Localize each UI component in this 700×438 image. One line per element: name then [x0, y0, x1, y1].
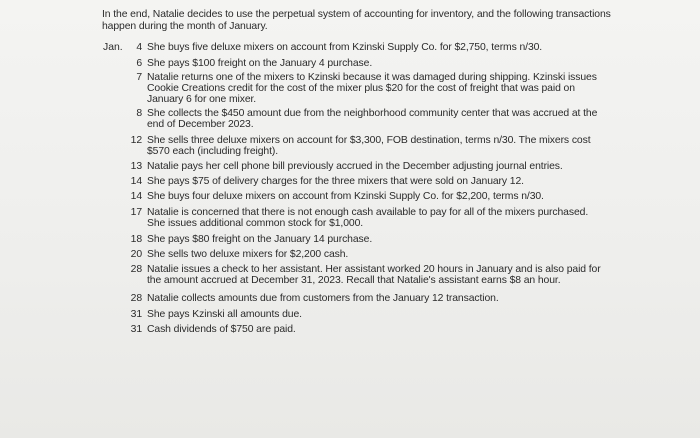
transaction-text: She buys five deluxe mixers on account from Kzinski Supply Co. for $2,750, terms n/30. — [147, 42, 543, 53]
transaction-text: Natalie is concerned that there is not enough cash available to pay for all of the mixers purchased. She issues additional common stock for $1,000. — [147, 207, 589, 229]
transaction-day: 17 — [130, 207, 142, 218]
intro-paragraph: In the end, Natalie decides to use the perpetual system of accounting for inventory, and the following transactions happen during the month of January. — [102, 9, 611, 32]
transaction-day: 31 — [130, 309, 142, 320]
transaction-text: Cash dividends of $750 are paid. — [147, 324, 296, 335]
transaction-day: 14 — [130, 176, 142, 187]
transaction-text: She sells three deluxe mixers on account for $3,300, FOB destination, terms n/30. The mixers cost $570 each (including freight). — [147, 135, 591, 157]
transaction-item — [123, 108, 603, 130]
transaction-item — [123, 191, 603, 202]
transaction-text: She collects the $450 amount due from the neighborhood community center that was accrued at the end of December 2023. — [147, 108, 598, 130]
transaction-item — [123, 264, 603, 286]
transaction-day: 8 — [136, 108, 142, 119]
transaction-item — [123, 176, 603, 187]
transaction-day: 28 — [130, 264, 142, 275]
transaction-text: She buys four deluxe mixers on account from Kzinski Supply Co. for $2,200, terms n/30. — [147, 191, 544, 202]
transaction-text: She sells two deluxe mixers for $2,200 cash. — [147, 249, 349, 260]
transaction-day: 6 — [136, 58, 142, 69]
transaction-item — [123, 135, 603, 157]
transaction-text: Natalie issues a check to her assistant. Her assistant worked 20 hours in January and is also paid for the amount accrued at December 31, 2023. Recall that Natalie's assistant earns $8 an hour. — [147, 264, 601, 286]
transaction-item — [123, 309, 603, 320]
transaction-item — [123, 234, 603, 245]
transaction-item — [123, 324, 603, 335]
transaction-list — [123, 42, 603, 335]
transaction-day: 18 — [130, 234, 142, 245]
transaction-text: Natalie collects amounts due from customers from the January 12 transaction. — [147, 293, 499, 304]
transaction-day: 12 — [130, 135, 142, 146]
transaction-day: 7 — [136, 72, 142, 83]
transaction-day: 31 — [130, 324, 142, 335]
month-label: Jan. — [103, 42, 123, 53]
transaction-day: 20 — [130, 249, 142, 260]
transaction-text: She pays $100 freight on the January 4 purchase. — [147, 58, 373, 69]
transaction-item — [123, 58, 603, 69]
transaction-day: 14 — [130, 191, 142, 202]
transaction-text: She pays Kzinski all amounts due. — [147, 309, 302, 320]
transaction-item — [123, 207, 603, 229]
transaction-item — [123, 72, 603, 105]
transaction-day: 13 — [130, 161, 142, 172]
transaction-item — [123, 249, 603, 260]
transaction-text: She pays $80 freight on the January 14 purchase. — [147, 234, 373, 245]
transaction-text: Natalie pays her cell phone bill previously accrued in the December adjusting journal entries. — [147, 161, 563, 172]
transaction-item — [123, 293, 603, 304]
transaction-item — [123, 161, 603, 172]
transaction-day: 28 — [130, 293, 142, 304]
transaction-day: 4 — [136, 42, 142, 53]
transaction-item — [123, 42, 603, 53]
transaction-text: She pays $75 of delivery charges for the three mixers that were sold on January 12. — [147, 176, 524, 187]
transaction-text: Natalie returns one of the mixers to Kzinski because it was damaged during shipping. Kzinski issues Cookie Creations credit for the cost of the mixer plus $20 for the cost of freight that was paid on January 6 for one mixer. — [147, 72, 597, 105]
